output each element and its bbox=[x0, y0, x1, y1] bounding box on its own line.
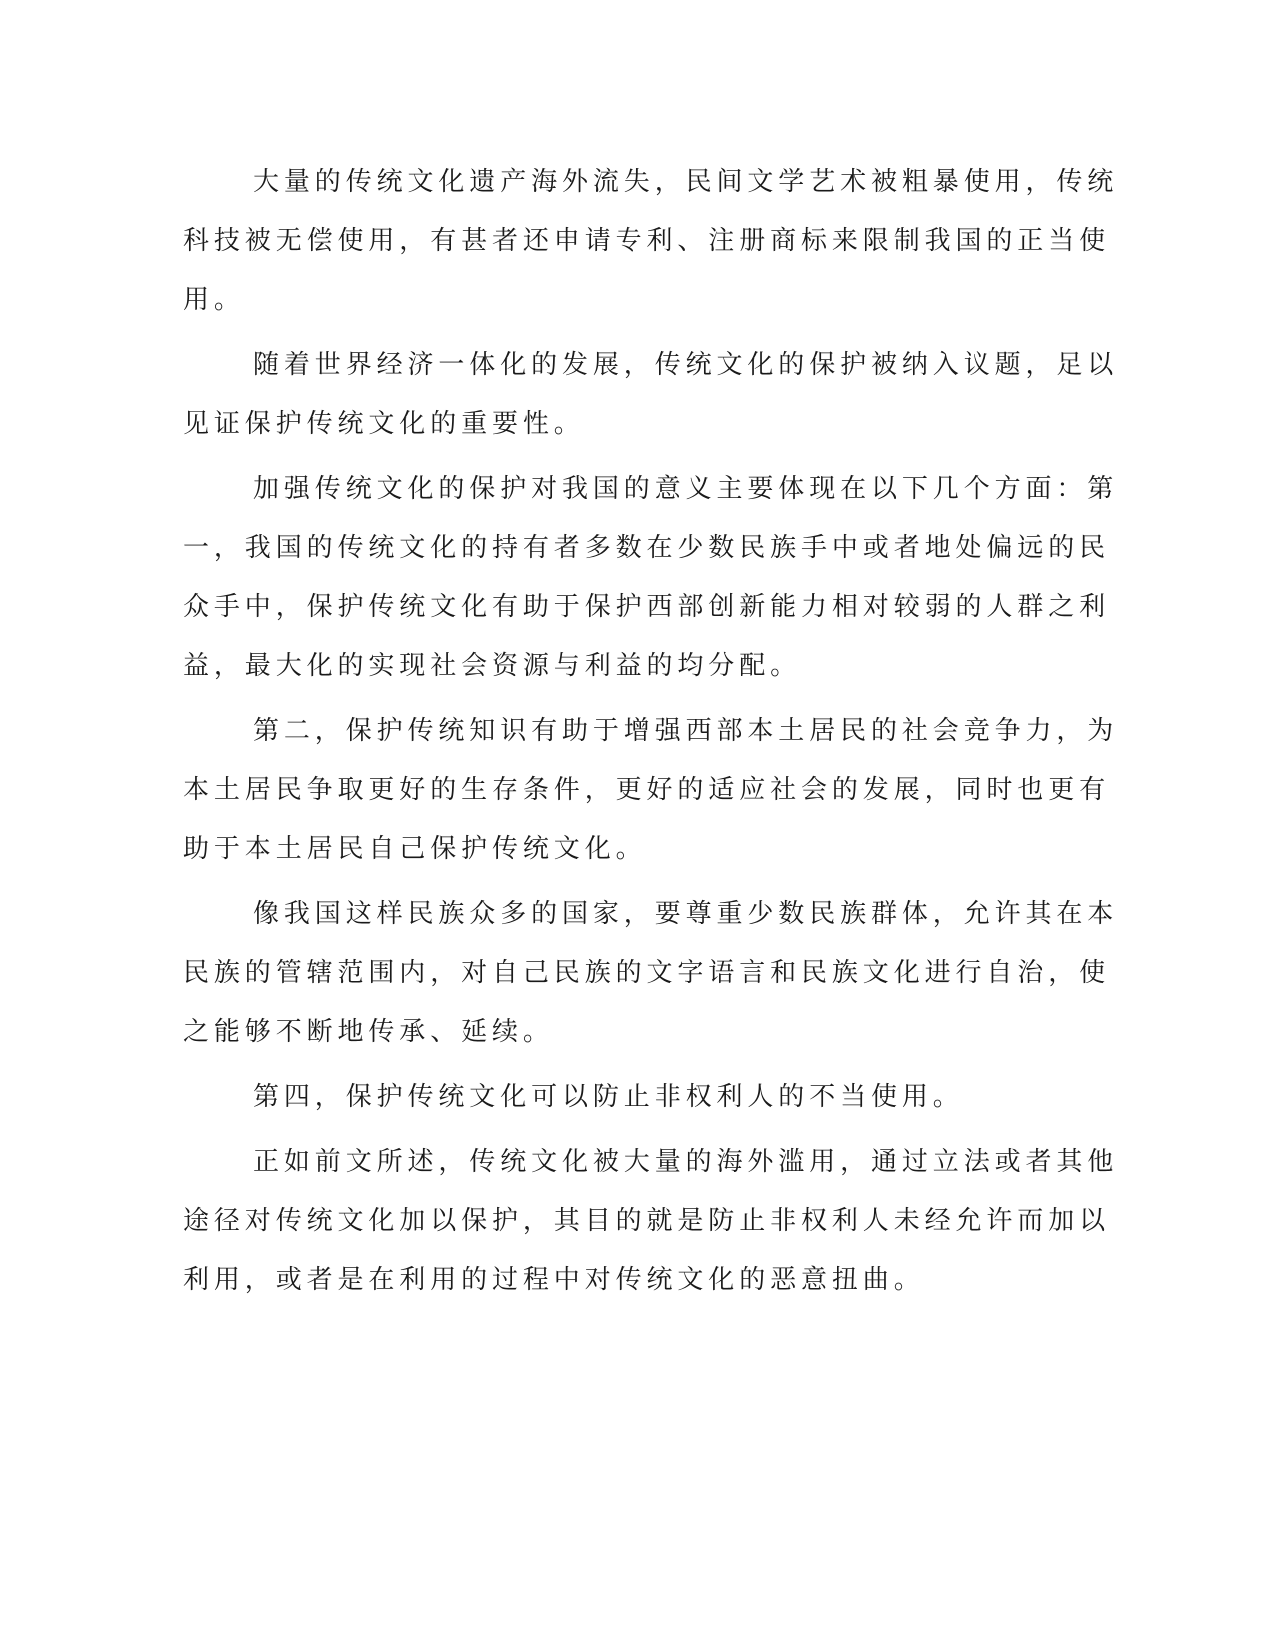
text-line: 民族的管辖范围内，对自己民族的文字语言和民族文化进行自治，使 bbox=[183, 958, 1111, 988]
text-line: 第二，保护传统知识有助于增强西部本土居民的社会竞争力，为 bbox=[253, 716, 1119, 746]
paragraph bbox=[183, 460, 1119, 696]
text-line: 科技被无偿使用，有甚者还申请专利、注册商标来限制我国的正当使 bbox=[183, 226, 1111, 256]
text-line: 助于本土居民自己保护传统文化。 bbox=[183, 834, 647, 864]
paragraph bbox=[183, 336, 1119, 454]
paragraph bbox=[183, 702, 1119, 879]
text-line: 正如前文所述，传统文化被大量的海外滥用，通过立法或者其他 bbox=[253, 1147, 1119, 1177]
text-line: 随着世界经济一体化的发展，传统文化的保护被纳入议题，足以 bbox=[253, 350, 1119, 380]
paragraph bbox=[183, 1133, 1119, 1310]
paragraph bbox=[183, 885, 1119, 1062]
text-line: 众手中，保护传统文化有助于保护西部创新能力相对较弱的人群之利 bbox=[183, 592, 1111, 622]
text-line: 一，我国的传统文化的持有者多数在少数民族手中或者地处偏远的民 bbox=[183, 533, 1111, 563]
text-line: 益，最大化的实现社会资源与利益的均分配。 bbox=[183, 651, 802, 681]
text-line: 途径对传统文化加以保护，其目的就是防止非权利人未经允许而加以 bbox=[183, 1206, 1111, 1236]
text-line: 大量的传统文化遗产海外流失，民间文学艺术被粗暴使用，传统 bbox=[253, 167, 1119, 197]
text-line: 之能够不断地传承、延续。 bbox=[183, 1017, 554, 1047]
paragraph bbox=[183, 153, 1119, 330]
text-line: 用。 bbox=[183, 285, 245, 315]
text-line: 见证保护传统文化的重要性。 bbox=[183, 409, 585, 439]
text-line: 第四，保护传统文化可以防止非权利人的不当使用。 bbox=[253, 1082, 964, 1112]
text-line: 本土居民争取更好的生存条件，更好的适应社会的发展，同时也更有 bbox=[183, 775, 1111, 805]
text-line: 利用，或者是在利用的过程中对传统文化的恶意扭曲。 bbox=[183, 1265, 925, 1295]
paragraph bbox=[183, 1068, 1028, 1127]
document-body bbox=[183, 153, 1119, 1316]
text-line: 加强传统文化的保护对我国的意义主要体现在以下几个方面：第 bbox=[253, 474, 1119, 504]
text-line: 像我国这样民族众多的国家，要尊重少数民族群体，允许其在本 bbox=[253, 899, 1119, 929]
